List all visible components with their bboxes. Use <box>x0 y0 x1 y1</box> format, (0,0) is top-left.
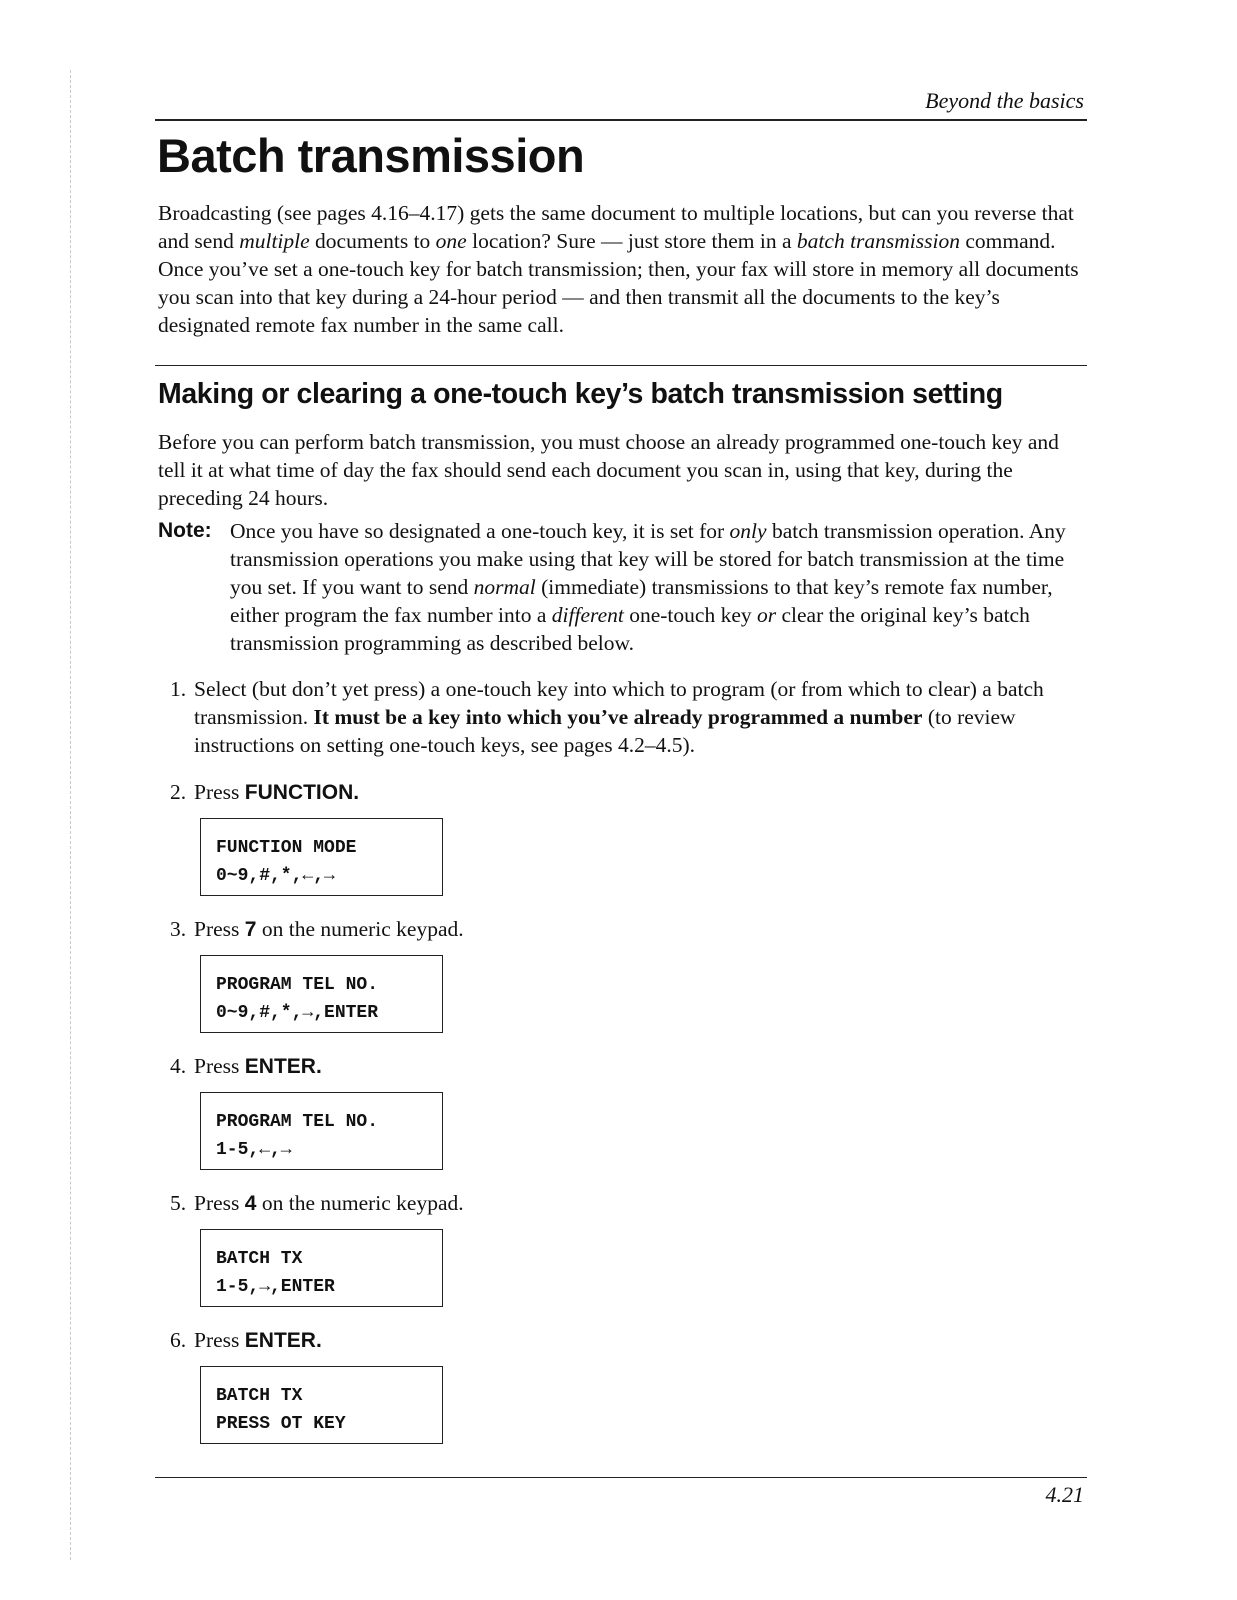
header-rule <box>155 119 1087 121</box>
note-emphasis-different: different <box>551 603 624 627</box>
step-number: 2. <box>170 780 187 804</box>
step-5-text-2: on the numeric keypad. <box>256 1191 464 1215</box>
step-number: 6. <box>170 1328 187 1352</box>
lcd-line-2: 0~9,#,*,→,ENTER <box>216 1003 379 1023</box>
step-2-text: Press <box>194 780 245 804</box>
step-number: 3. <box>170 917 187 941</box>
lcd-line-1: PROGRAM TEL NO. <box>216 975 379 995</box>
note-emphasis-only: only <box>729 519 767 543</box>
lcd-display <box>200 955 443 1033</box>
step-3 <box>170 915 1085 944</box>
margin-guide-line <box>70 70 71 1560</box>
lcd-line-1: FUNCTION MODE <box>216 838 357 858</box>
section-heading: Making or clearing a one-touch key’s batch transmission setting <box>158 378 1003 410</box>
lcd-display <box>200 1366 443 1444</box>
step-3-text: Press <box>194 917 245 941</box>
keypad-4-label: 4 <box>244 1192 257 1215</box>
lcd-line-2: PRESS OT KEY <box>216 1414 346 1434</box>
section-rule <box>155 365 1087 366</box>
step-1 <box>170 675 1085 759</box>
lcd-display <box>200 1229 443 1307</box>
lcd-display <box>200 1092 443 1170</box>
step-2 <box>170 778 1085 807</box>
lcd-line-1: BATCH TX <box>216 1249 303 1269</box>
step-text <box>194 778 1085 807</box>
step-6-text: Press <box>194 1328 245 1352</box>
note-text-3: (immediate) transmissions to that key’s remote fax number, either program the fax number into a <box>230 575 1053 627</box>
footer-rule <box>155 1477 1087 1478</box>
step-3-text-2: on the numeric keypad. <box>256 917 464 941</box>
step-4 <box>170 1052 1085 1081</box>
note-text-5: clear the original key’s batch transmission programming as described below. <box>230 603 1030 655</box>
intro-text-1: Broadcasting (see pages 4.16–4.17) gets the same document to multiple locations, but can you reverse that and send <box>158 201 1074 253</box>
step-text <box>194 1326 1085 1355</box>
note-emphasis-or: or <box>757 603 777 627</box>
step-5 <box>170 1189 1085 1218</box>
keypad-7-label: 7 <box>244 918 257 941</box>
step-text <box>194 675 1085 759</box>
step-text <box>194 1052 1085 1081</box>
step-5-text: Press <box>194 1191 245 1215</box>
intro-paragraph <box>158 199 1088 339</box>
note-label: Note: <box>158 519 212 542</box>
lcd-line-1: BATCH TX <box>216 1386 303 1406</box>
enter-key-label: ENTER. <box>244 1055 322 1078</box>
enter-key-label: ENTER. <box>244 1329 322 1352</box>
note-emphasis-normal: normal <box>473 575 536 599</box>
note-text <box>230 517 1088 657</box>
page-number: 4.21 <box>1045 1482 1084 1507</box>
note-text-1: Once you have so designated a one-touch key, it is set for <box>230 519 730 543</box>
function-key-label: FUNCTION. <box>244 781 360 804</box>
intro-text-2: documents to <box>309 229 436 253</box>
step-text <box>194 1189 1085 1218</box>
lcd-line-2: 1-5,←,→ <box>216 1140 292 1160</box>
lcd-line-2: 0~9,#,*,←,→ <box>216 866 335 886</box>
intro-text-3: location? Sure — just store them in a <box>466 229 797 253</box>
step-number: 5. <box>170 1191 187 1215</box>
step-text <box>194 915 1085 944</box>
step-number: 1. <box>170 677 187 701</box>
lcd-display <box>200 818 443 896</box>
note-text-2: batch transmission operation. Any transmission operations you make using that key will be stored for batch transmission at the time you set. If you want to send <box>230 519 1066 599</box>
note-text-4: one-touch key <box>623 603 757 627</box>
note-block <box>158 517 1088 657</box>
section-paragraph: Before you can perform batch transmission, you must choose an already programmed one-touch key and tell it at what time of day the fax should send each document you scan in, using that key, during the preceding 24 hours. <box>158 430 1059 510</box>
intro-emphasis-one: one <box>435 229 467 253</box>
step-1-text-1: Select (but don’t yet press) a one-touch key into which to program (or from which to clear) a batch transmission. <box>194 677 1044 729</box>
page-title: Batch transmission <box>157 129 585 182</box>
lcd-line-2: 1-5,→,ENTER <box>216 1277 335 1297</box>
step-1-bold: It must be a key into which you’ve already programmed a number <box>313 705 923 729</box>
lcd-line-1: PROGRAM TEL NO. <box>216 1112 379 1132</box>
intro-emphasis-batch: batch transmission <box>796 229 960 253</box>
intro-text-4: command. Once you’ve set a one-touch key for batch transmission; then, your fax will store in memory all documents you scan into that key during a 24-hour period — and then transmit all the documents to the key’s designated remote fax number in the same call. <box>158 229 1079 337</box>
step-6 <box>170 1326 1085 1355</box>
running-head: Beyond the basics <box>925 88 1084 113</box>
step-number: 4. <box>170 1054 187 1078</box>
intro-emphasis-multiple: multiple <box>239 229 310 253</box>
step-1-text-2: (to review instructions on setting one-touch keys, see pages 4.2–4.5). <box>194 705 1016 757</box>
step-4-text: Press <box>194 1054 245 1078</box>
